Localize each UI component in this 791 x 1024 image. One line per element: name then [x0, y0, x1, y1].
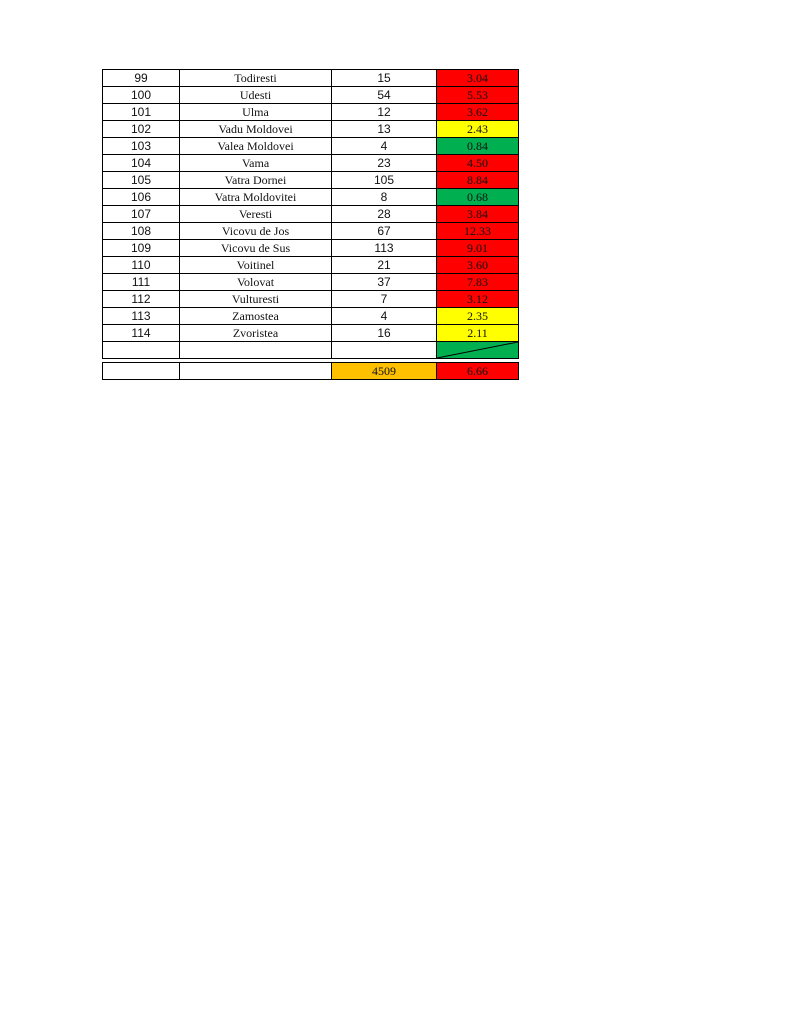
row-number-cell: 111 [103, 274, 180, 291]
table-row [103, 189, 519, 206]
table-row [103, 104, 519, 121]
rate-cell: 5.53 [437, 87, 519, 104]
rate-cell: 4.50 [437, 155, 519, 172]
table-row [103, 274, 519, 291]
case-count-cell: 16 [332, 325, 437, 342]
locality-name-cell: Udesti [180, 87, 332, 104]
table-row [103, 155, 519, 172]
rate-cell: 3.62 [437, 104, 519, 121]
diagonal-split-cell [437, 342, 519, 359]
case-count-cell: 67 [332, 223, 437, 240]
totals-row [103, 363, 519, 380]
empty-cell [103, 342, 180, 359]
table-row [103, 308, 519, 325]
case-count-cell: 13 [332, 121, 437, 138]
locality-name-cell: Voitinel [180, 257, 332, 274]
row-number-cell: 100 [103, 87, 180, 104]
case-count-cell: 4 [332, 308, 437, 325]
empty-cell [103, 363, 180, 380]
case-count-cell: 23 [332, 155, 437, 172]
rate-cell: 9.01 [437, 240, 519, 257]
diagonal-line-icon [437, 342, 518, 358]
rate-cell: 3.04 [437, 70, 519, 87]
locality-name-cell: Vulturesti [180, 291, 332, 308]
case-count-cell: 54 [332, 87, 437, 104]
row-number-cell: 110 [103, 257, 180, 274]
locality-name-cell: Zvoristea [180, 325, 332, 342]
table-row [103, 138, 519, 155]
table-row [103, 223, 519, 240]
locality-name-cell: Vadu Moldovei [180, 121, 332, 138]
locality-name-cell: Vama [180, 155, 332, 172]
case-count-cell: 15 [332, 70, 437, 87]
rate-cell: 12.33 [437, 223, 519, 240]
case-count-cell: 28 [332, 206, 437, 223]
case-count-cell: 7 [332, 291, 437, 308]
locality-name-cell: Valea Moldovei [180, 138, 332, 155]
locality-name-cell: Vicovu de Sus [180, 240, 332, 257]
table-row [103, 87, 519, 104]
row-number-cell: 108 [103, 223, 180, 240]
case-count-cell: 8 [332, 189, 437, 206]
spreadsheet-page [102, 69, 518, 380]
data-table [102, 69, 519, 380]
row-number-cell: 101 [103, 104, 180, 121]
locality-name-cell: Zamostea [180, 308, 332, 325]
rate-cell: 7.83 [437, 274, 519, 291]
table-row [103, 325, 519, 342]
table-row [103, 291, 519, 308]
empty-count-cell [332, 342, 437, 359]
empty-cell [180, 342, 332, 359]
table-body [103, 70, 519, 342]
table-row [103, 240, 519, 257]
case-count-cell: 113 [332, 240, 437, 257]
table-row [103, 121, 519, 138]
rate-cell: 3.60 [437, 257, 519, 274]
row-number-cell: 107 [103, 206, 180, 223]
rate-cell: 3.12 [437, 291, 519, 308]
legend-row [103, 342, 519, 359]
rate-cell: 3.84 [437, 206, 519, 223]
table-row [103, 70, 519, 87]
case-count-cell: 37 [332, 274, 437, 291]
case-count-cell: 21 [332, 257, 437, 274]
rate-cell: 8.84 [437, 172, 519, 189]
row-number-cell: 113 [103, 308, 180, 325]
rate-cell: 2.35 [437, 308, 519, 325]
row-number-cell: 103 [103, 138, 180, 155]
case-count-cell: 105 [332, 172, 437, 189]
total-count-cell: 4509 [332, 363, 437, 380]
locality-name-cell: Todiresti [180, 70, 332, 87]
row-number-cell: 104 [103, 155, 180, 172]
locality-name-cell: Vatra Moldovitei [180, 189, 332, 206]
locality-name-cell: Ulma [180, 104, 332, 121]
table-row [103, 206, 519, 223]
locality-name-cell: Vatra Dornei [180, 172, 332, 189]
empty-cell [180, 363, 332, 380]
case-count-cell: 4 [332, 138, 437, 155]
table-row [103, 257, 519, 274]
row-number-cell: 102 [103, 121, 180, 138]
rate-cell: 0.68 [437, 189, 519, 206]
row-number-cell: 114 [103, 325, 180, 342]
row-number-cell: 106 [103, 189, 180, 206]
locality-name-cell: Vicovu de Jos [180, 223, 332, 240]
table-row [103, 172, 519, 189]
locality-name-cell: Veresti [180, 206, 332, 223]
row-number-cell: 112 [103, 291, 180, 308]
locality-name-cell: Volovat [180, 274, 332, 291]
row-number-cell: 109 [103, 240, 180, 257]
table-footer [103, 342, 519, 380]
row-number-cell: 99 [103, 70, 180, 87]
rate-cell: 2.43 [437, 121, 519, 138]
total-rate-cell: 6.66 [437, 363, 519, 380]
rate-cell: 2.11 [437, 325, 519, 342]
row-number-cell: 105 [103, 172, 180, 189]
rate-cell: 0.84 [437, 138, 519, 155]
case-count-cell: 12 [332, 104, 437, 121]
